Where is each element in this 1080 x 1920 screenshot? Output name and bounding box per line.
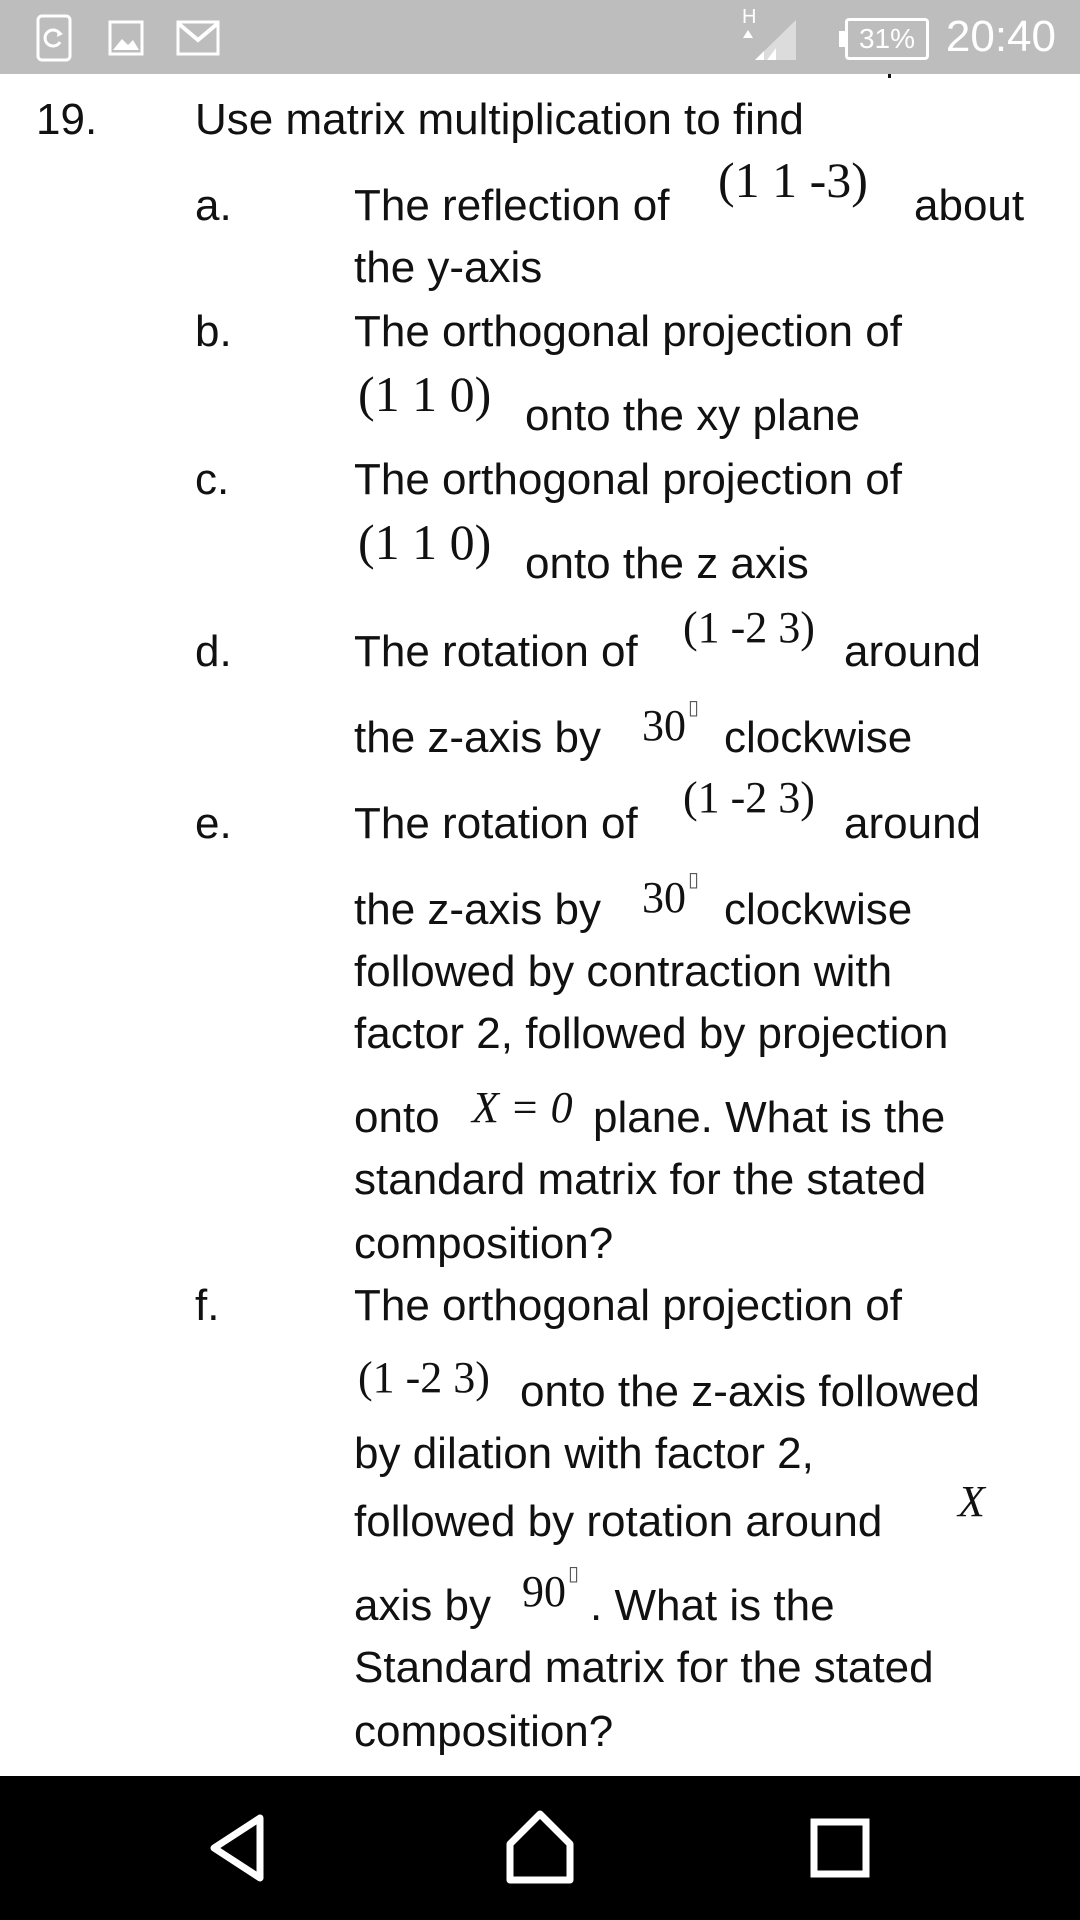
item-label-a: a. <box>195 181 232 230</box>
navigation-bar <box>0 1776 1080 1920</box>
sync-icon <box>36 14 72 62</box>
item-a-text-3: the y-axis <box>354 243 543 292</box>
item-d-text-4: clockwise <box>724 713 913 762</box>
image-icon <box>108 20 144 56</box>
item-e-text-3: the z-axis by <box>354 885 601 934</box>
clock: 20:40 <box>945 12 1056 61</box>
question-content[interactable] <box>0 74 1080 1776</box>
item-e-text: The rotation of <box>354 799 638 848</box>
recents-icon[interactable] <box>800 1808 880 1888</box>
item-e-text-5: followed by contraction with <box>354 947 893 996</box>
item-e-vector: (1 -2 3) <box>683 773 815 822</box>
item-c-text: The orthogonal projection of <box>354 455 902 504</box>
item-e-text-4: clockwise <box>724 885 913 934</box>
battery-indicator: 31% <box>845 18 929 60</box>
item-e-text-10: composition? <box>354 1219 614 1268</box>
item-label-b: b. <box>195 307 232 356</box>
item-label-d: d. <box>195 627 232 676</box>
gmail-icon <box>176 20 220 56</box>
item-b-text-2: onto the xy plane <box>525 391 861 440</box>
item-d-angle: 30 <box>642 701 686 750</box>
item-f-text: The orthogonal projection of <box>354 1281 902 1330</box>
item-c-vector: (1 1 0) <box>358 514 492 570</box>
item-e-text-2: around <box>844 799 982 848</box>
item-f-text-7: Standard matrix for the stated <box>354 1643 934 1692</box>
item-e-plane-equation: X = 0 <box>472 1083 573 1132</box>
item-f-angle: 90 <box>522 1567 566 1616</box>
item-e-text-9: standard matrix for the stated <box>354 1155 927 1204</box>
degree-glyph: ▯ <box>688 695 700 719</box>
back-icon[interactable] <box>200 1808 280 1888</box>
item-e-text-8: plane. What is the <box>593 1093 946 1142</box>
question-number: 19. <box>36 95 98 144</box>
item-b-vector: (1 1 0) <box>358 366 492 422</box>
item-d-text-3: the z-axis by <box>354 713 601 762</box>
item-f-text-6: . What is the <box>590 1581 835 1630</box>
item-a-text: The reflection of <box>354 181 670 230</box>
item-f-text-4: followed by rotation around <box>354 1497 883 1546</box>
item-label-e: e. <box>195 799 232 848</box>
home-icon[interactable] <box>500 1808 580 1888</box>
network-type: H <box>742 6 757 28</box>
cutoff-parenthesis <box>878 74 891 78</box>
item-d-vector: (1 -2 3) <box>683 603 815 652</box>
item-e-text-7: onto <box>354 1093 440 1142</box>
item-f-text-5: axis by <box>354 1581 491 1630</box>
degree-glyph: ▯ <box>568 1561 580 1585</box>
item-label-f: f. <box>195 1281 220 1330</box>
status-bar <box>0 0 1080 74</box>
item-e-angle: 30 <box>642 873 686 922</box>
item-f-text-3: by dilation with factor 2, <box>354 1429 814 1478</box>
item-e-text-6: factor 2, followed by projection <box>354 1009 949 1058</box>
item-a-text-2: about <box>914 181 1025 230</box>
item-f-text-8: composition? <box>354 1707 614 1756</box>
item-d-text-2: around <box>844 627 982 676</box>
item-c-text-2: onto the z axis <box>525 539 809 588</box>
item-f-text-2: onto the z-axis followed <box>520 1367 980 1416</box>
item-f-vector: (1 -2 3) <box>358 1353 490 1402</box>
item-d-text: The rotation of <box>354 627 638 676</box>
item-f-axis: X <box>958 1477 985 1526</box>
question-intro: Use matrix multiplication to find <box>195 95 804 144</box>
item-label-c: c. <box>195 455 230 504</box>
signal-icon <box>740 14 800 62</box>
item-b-text: The orthogonal projection of <box>354 307 902 356</box>
degree-glyph: ▯ <box>688 867 700 891</box>
item-a-vector: (1 1 -3) <box>718 152 868 208</box>
